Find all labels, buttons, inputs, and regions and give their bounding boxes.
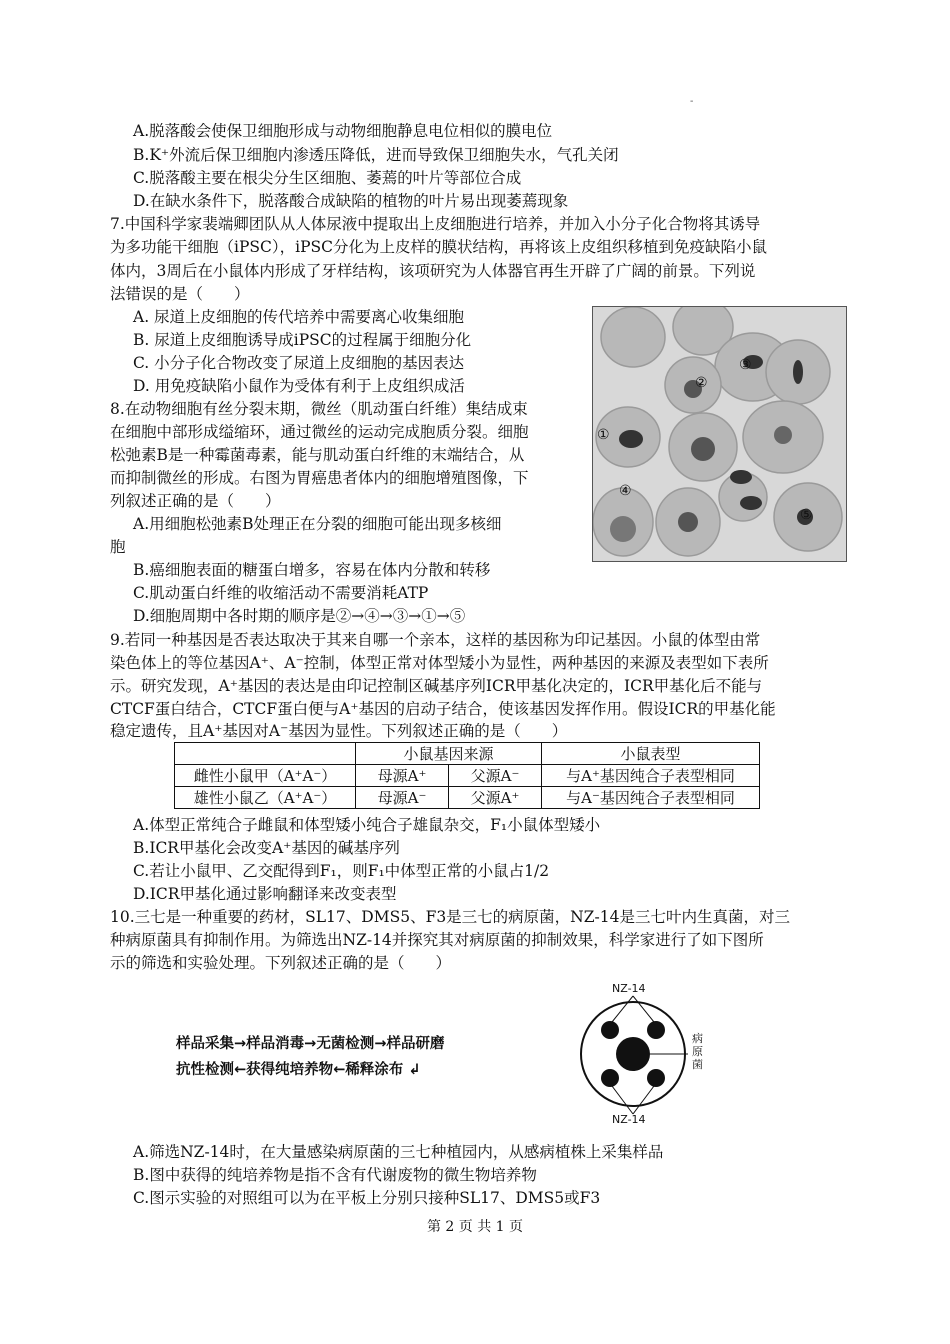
table-header-row (175, 743, 760, 765)
flow-step: 样品采集 (176, 1036, 234, 1052)
q8-option-a: A.用细胞松弛素B处理正在分裂的细胞可能出现多核细 (133, 515, 502, 533)
q8-stem-line: 松弛素B是一种霉菌毒素，能与肌动蛋白纤维的末端结合，从 (110, 446, 525, 464)
q9-stem-line: CTCF蛋白结合，CTCF蛋白便与A⁺基因的启动子结合，使该基因发挥作用。假设ICR的甲基化能 (110, 700, 776, 718)
q9-option-d: D.ICR甲基化通过影响翻译来改变表型 (133, 885, 397, 903)
q7-option-a: A. 尿道上皮细胞的传代培养中需要离心收集细胞 (133, 308, 465, 326)
q8-stem-line: 8.在动物细胞有丝分裂末期，微丝（肌动蛋白纤维）集结成束 (110, 400, 528, 418)
top-mark: - (690, 96, 694, 107)
flow-step: 抗性检测 (176, 1062, 234, 1078)
q10-stem-line: 10.三七是一种重要的药材，SL17、DMS5、F3是三七的病原菌，NZ-14是三七叶内生真菌，对三 (110, 908, 790, 926)
table-cell: 母源A⁺ (356, 765, 449, 787)
q7-stem-line: 法错误的是（ ） (110, 285, 250, 303)
table-cell: 雄性小鼠乙（A⁺A⁻） (175, 787, 356, 809)
q8-option-b: B.癌细胞表面的糖蛋白增多，容易在体内分散和转移 (133, 561, 491, 579)
q10-option-a: A.筛选NZ-14时，在大量感染病原菌的三七种植园内，从感病植株上采集样品 (133, 1143, 664, 1161)
arrow-right-icon: → (304, 1036, 317, 1052)
table-header-cell (175, 743, 356, 765)
q9-stem-line: 染色体上的等位基因A⁺、A⁻控制，体型正常对体型矮小为显性，两种基因的来源及表型如下表所 (110, 654, 769, 672)
q9-option-b: B.ICR甲基化会改变A⁺基因的碱基序列 (133, 839, 400, 857)
q9-stem-line: 9.若同一种基因是否表达取决于其来自哪一个亲本，这样的基因称为印记基因。小鼠的体型由常 (110, 631, 761, 649)
cell-label-1: ① (597, 427, 610, 443)
petri-dish-diagram (568, 982, 718, 1132)
arrow-left-icon: ← (234, 1062, 247, 1078)
q7-stem-line: 为多功能干细胞（iPSC），iPSC分化为上皮样的膜状结构，再将该上皮组织移植到免疫缺陷小鼠 (110, 238, 767, 256)
q6-option-a: A.脱落酸会使保卫细胞形成与动物细胞静息电位相似的膜电位 (133, 122, 553, 140)
q7-option-c: C. 小分子化合物改变了尿道上皮细胞的基因表达 (133, 354, 465, 372)
table-cell: 与A⁺基因纯合子表型相同 (542, 765, 760, 787)
q10-option-c: C.图示实验的对照组可以为在平板上分别只接种SL17、DMS5或F3 (133, 1189, 601, 1207)
q6-option-b: B.K⁺外流后保卫细胞内渗透压降低，进而导致保卫细胞失水，气孔关闭 (133, 146, 619, 164)
table-cell: 雌性小鼠甲（A⁺A⁻） (175, 765, 356, 787)
cell-label-4: ④ (619, 483, 632, 499)
table-cell: 母源A⁻ (356, 787, 449, 809)
table-cell: 父源A⁻ (449, 765, 542, 787)
q7-option-d: D. 用免疫缺陷小鼠作为受体有利于上皮组织成活 (133, 377, 465, 395)
q6-option-c: C.脱落酸主要在根尖分生区细胞、萎蔫的叶片等部位合成 (133, 169, 522, 187)
q10-stem-line: 种病原菌具有抑制作用。为筛选出NZ-14并探究其对病原菌的抑制效果，科学家进行了如下图所 (110, 931, 764, 949)
q8-option-d: D.细胞周期中各时期的顺序是②→④→③→①→⑤ (133, 607, 466, 625)
q8-option-c: C.肌动蛋白纤维的收缩活动不需要消耗ATP (133, 584, 429, 602)
flow-step: 样品消毒 (246, 1036, 305, 1052)
arrow-right-icon: → (234, 1036, 247, 1052)
q7-stem-line: 7.中国科学家裴端卿团队从人体尿液中提取出上皮细胞进行培养，并加入小分子化合物将其诱导 (110, 215, 761, 233)
flow-step: 样品研磨 (386, 1036, 445, 1052)
q7-option-b: B. 尿道上皮细胞诱导成iPSC的过程属于细胞分化 (133, 331, 472, 349)
q8-stem-line: 列叙述正确的是（ ） (110, 492, 281, 510)
cell-label-5: ⑤ (800, 507, 813, 523)
gene-source-table (174, 742, 760, 809)
table-row (175, 787, 760, 809)
flow-step: 获得纯培养物 (246, 1062, 334, 1078)
table-header-cell: 小鼠表型 (542, 743, 760, 765)
q9-stem-line: 稳定遗传，且A⁺基因对A⁻基因为显性。下列叙述正确的是（ ） (110, 722, 568, 740)
q7-stem-line: 体内，3周后在小鼠体内形成了牙样结构，该项研究为人体器官再生开辟了广阔的前景。下列说 (110, 262, 756, 280)
flow-step: 稀释涂布 (345, 1062, 404, 1078)
flow-row-1 (176, 1032, 444, 1053)
return-arrow-icon: ↲ (403, 1062, 421, 1078)
cell-label-3: ③ (739, 357, 752, 373)
q10-option-b: B.图中获得的纯培养物是指不含有代谢废物的微生物培养物 (133, 1166, 537, 1184)
flow-step: 无菌检测 (316, 1036, 375, 1052)
dish-label-bottom: NZ-14 (612, 1113, 646, 1126)
q10-stem-line: 示的筛选和实验处理。下列叙述正确的是（ ） (110, 954, 452, 972)
q9-stem-line: 示。研究发现，A⁺基因的表达是由印记控制区碱基序列ICR甲基化决定的，ICR甲基化后不能与 (110, 677, 763, 695)
q9-option-c: C.若让小鼠甲、乙交配得到F₁，则F₁中体型正常的小鼠占1/2 (133, 862, 550, 880)
q8-option-a-cont: 胞 (110, 538, 126, 556)
dish-label-top: NZ-14 (612, 982, 646, 995)
page-footer: 第 2 页 共 1 页 (426, 1219, 524, 1235)
dish-label-side: 病原菌 (692, 1032, 703, 1071)
arrow-left-icon: ← (333, 1062, 346, 1078)
table-header-cell: 小鼠基因来源 (356, 743, 542, 765)
arrow-right-icon: → (374, 1036, 387, 1052)
cell-label-2: ② (695, 375, 708, 391)
q6-option-d: D.在缺水条件下，脱落酸合成缺陷的植物的叶片易出现萎蔫现象 (133, 192, 569, 210)
cell-division-micrograph (592, 306, 847, 562)
table-cell: 父源A⁺ (449, 787, 542, 809)
q8-stem-line: 而抑制微丝的形成。右图为胃癌患者体内的细胞增殖图像，下 (110, 469, 529, 487)
q8-stem-line: 在细胞中部形成缢缩环，通过微丝的运动完成胞质分裂。细胞 (110, 423, 529, 441)
table-cell: 与A⁻基因纯合子表型相同 (542, 787, 760, 809)
flow-row-2 (176, 1058, 421, 1079)
table-row (175, 765, 760, 787)
q9-option-a: A.体型正常纯合子雌鼠和体型矮小纯合子雄鼠杂交，F₁小鼠体型矮小 (133, 816, 601, 834)
